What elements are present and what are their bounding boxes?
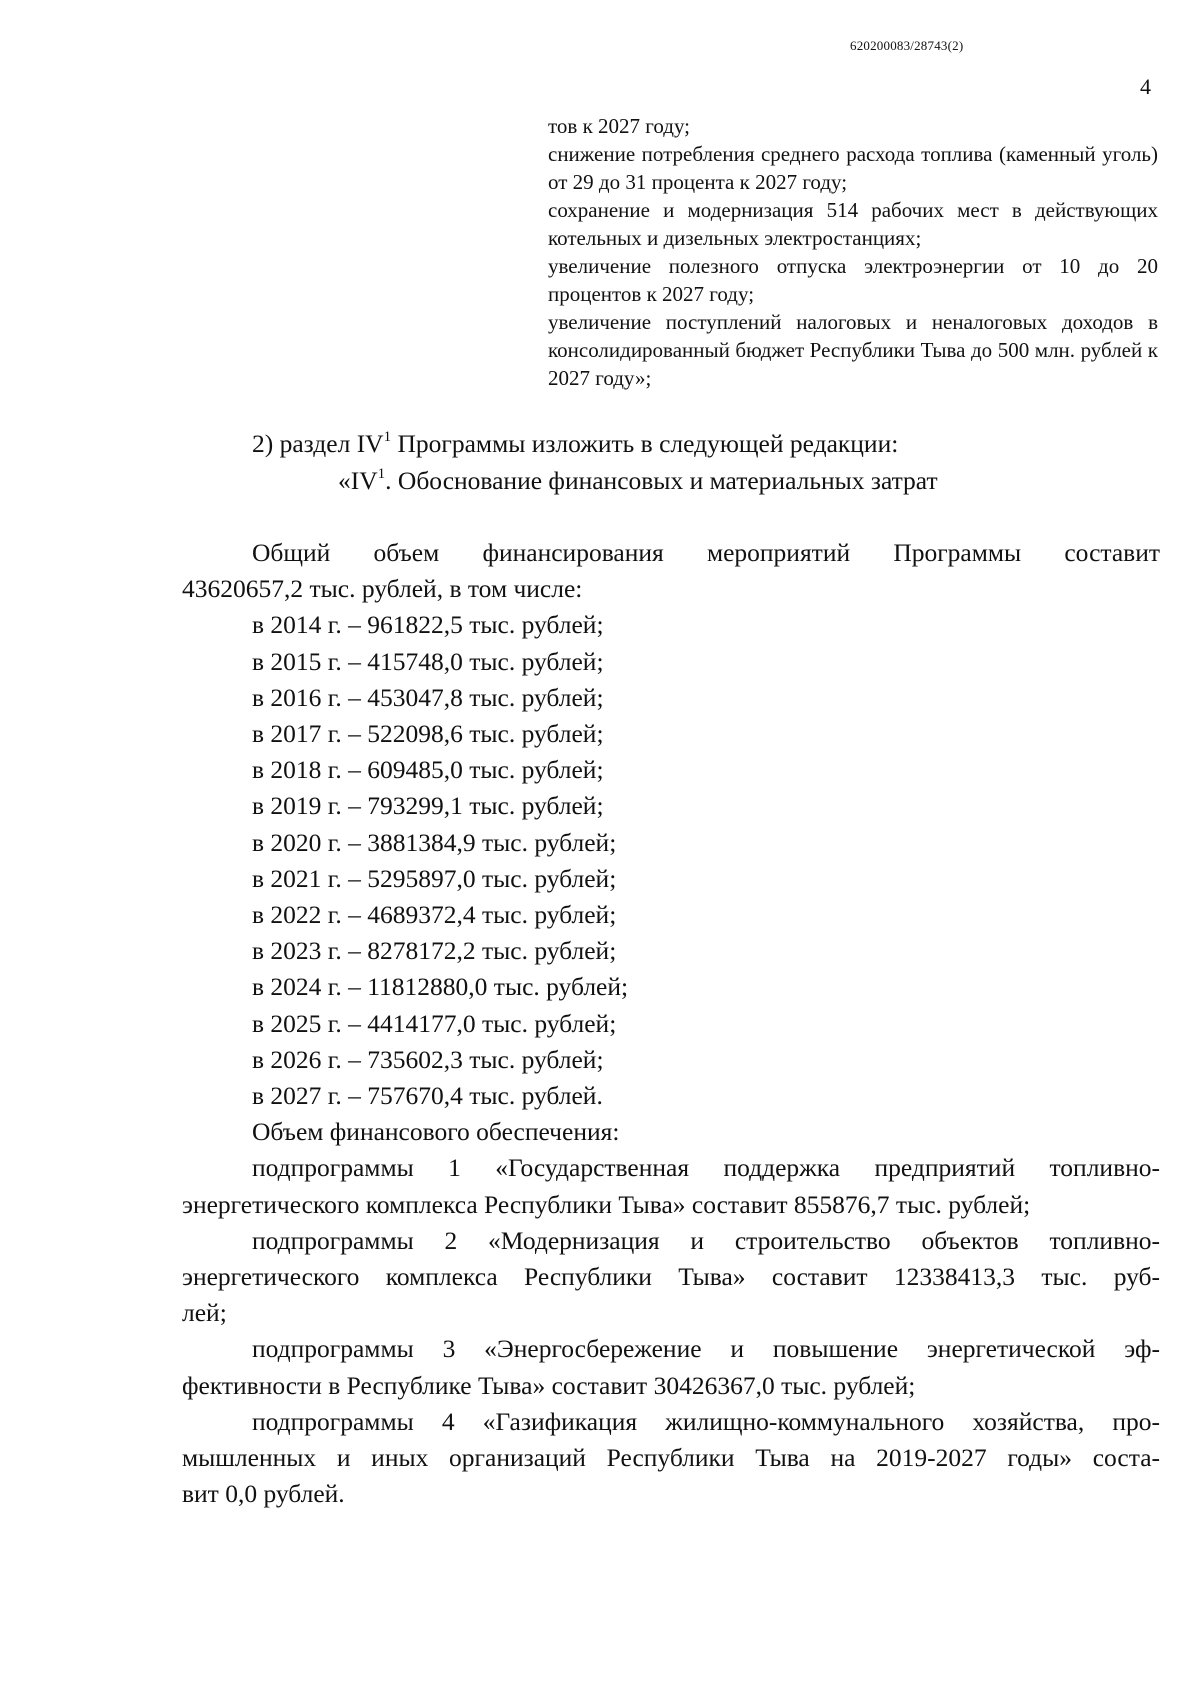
subprogram-1-line2: энергетического комплекса Республики Тыва» составит 855876,7 тыс. рублей; bbox=[182, 1189, 1031, 1219]
heading-prefix: «IV bbox=[338, 466, 378, 495]
instruction-superscript: 1 bbox=[383, 429, 392, 445]
year-item: в 2026 г. – 735602,3 тыс. рублей; bbox=[252, 1044, 604, 1074]
heading-superscript: 1 bbox=[377, 466, 386, 482]
year-item: в 2027 г. – 757670,4 тыс. рублей. bbox=[252, 1081, 603, 1111]
goal-item: сохранение и модернизация 514 рабочих мест в действующих котельных и дизельных электростанциях; bbox=[548, 198, 1158, 250]
support-title: Объем финансового обеспечения: bbox=[252, 1117, 620, 1147]
instruction-prefix: 2) раздел IV bbox=[252, 429, 384, 458]
year-item: в 2024 г. – 11812880,0 тыс. рублей; bbox=[252, 972, 629, 1002]
subprogram-4-line2: мышленных и иных организаций Республики Тыва на 2019-2027 годы» соста- bbox=[182, 1443, 1160, 1473]
year-item: в 2018 г. – 609485,0 тыс. рублей; bbox=[252, 755, 604, 785]
year-item: в 2021 г. – 5295897,0 тыс. рублей; bbox=[252, 863, 617, 893]
page-number: 4 bbox=[1140, 74, 1151, 99]
funding-intro-line2: 43620657,2 тыс. рублей, в том числе: bbox=[182, 574, 583, 604]
subprogram-4-line3: вит 0,0 рублей. bbox=[182, 1479, 345, 1509]
heading-suffix: . Обоснование финансовых и материальных затрат bbox=[385, 466, 938, 495]
year-item: в 2017 г. – 522098,6 тыс. рублей; bbox=[252, 719, 604, 749]
subprogram-2-line3: лей; bbox=[182, 1298, 227, 1328]
goal-item: увеличение поступлений налоговых и неналоговых доходов в консолидированный бюджет Республики Тыва до 500 млн. рублей к 2027 году»; bbox=[548, 310, 1158, 390]
section-instruction bbox=[252, 428, 898, 460]
subprogram-3-line1: подпрограммы 3 «Энергосбережение и повышение энергетической эф- bbox=[252, 1334, 1160, 1364]
year-item: в 2019 г. – 793299,1 тыс. рублей; bbox=[252, 791, 604, 821]
goal-item: тов к 2027 году; bbox=[548, 114, 690, 138]
funding-by-year-list bbox=[182, 607, 1160, 1114]
subprogram-3-line2: фективности в Республике Тыва» составит 30426367,0 тыс. рублей; bbox=[182, 1370, 916, 1400]
year-item: в 2020 г. – 3881384,9 тыс. рублей; bbox=[252, 827, 617, 857]
year-item: в 2025 г. – 4414177,0 тыс. рублей; bbox=[252, 1008, 617, 1038]
goal-item: увеличение полезного отпуска электроэнергии от 10 до 20 процентов к 2027 году; bbox=[548, 254, 1158, 306]
year-item: в 2015 г. – 415748,0 тыс. рублей; bbox=[252, 646, 604, 676]
subprogram-2-line1: подпрограммы 2 «Модернизация и строительство объектов топливно- bbox=[252, 1225, 1160, 1255]
funding-intro-line1: Общий объем финансирования мероприятий Программы составит bbox=[252, 538, 1160, 567]
goals-list bbox=[548, 112, 1158, 392]
year-item: в 2016 г. – 453047,8 тыс. рублей; bbox=[252, 682, 604, 712]
year-item: в 2014 г. – 961822,5 тыс. рублей; bbox=[252, 610, 604, 640]
subprogram-4-line1: подпрограммы 4 «Газификация жилищно-коммунального хозяйства, про- bbox=[252, 1406, 1160, 1436]
document-code: 620200083/28743(2) bbox=[850, 38, 964, 53]
funding-body bbox=[182, 535, 1160, 1512]
subprogram-1-line1: подпрограммы 1 «Государственная поддержка предприятий топливно- bbox=[252, 1153, 1160, 1183]
year-item: в 2022 г. – 4689372,4 тыс. рублей; bbox=[252, 900, 617, 930]
subprogram-2-line2: энергетического комплекса Республики Тыва» составит 12338413,3 тыс. руб- bbox=[182, 1262, 1160, 1292]
goal-item: снижение потребления среднего расхода топлива (каменный уголь) от 29 до 31 процента к 2027 году; bbox=[548, 142, 1158, 194]
year-item: в 2023 г. – 8278172,2 тыс. рублей; bbox=[252, 936, 617, 966]
instruction-suffix: Программы изложить в следующей редакции: bbox=[391, 429, 899, 458]
section-heading bbox=[338, 465, 938, 497]
